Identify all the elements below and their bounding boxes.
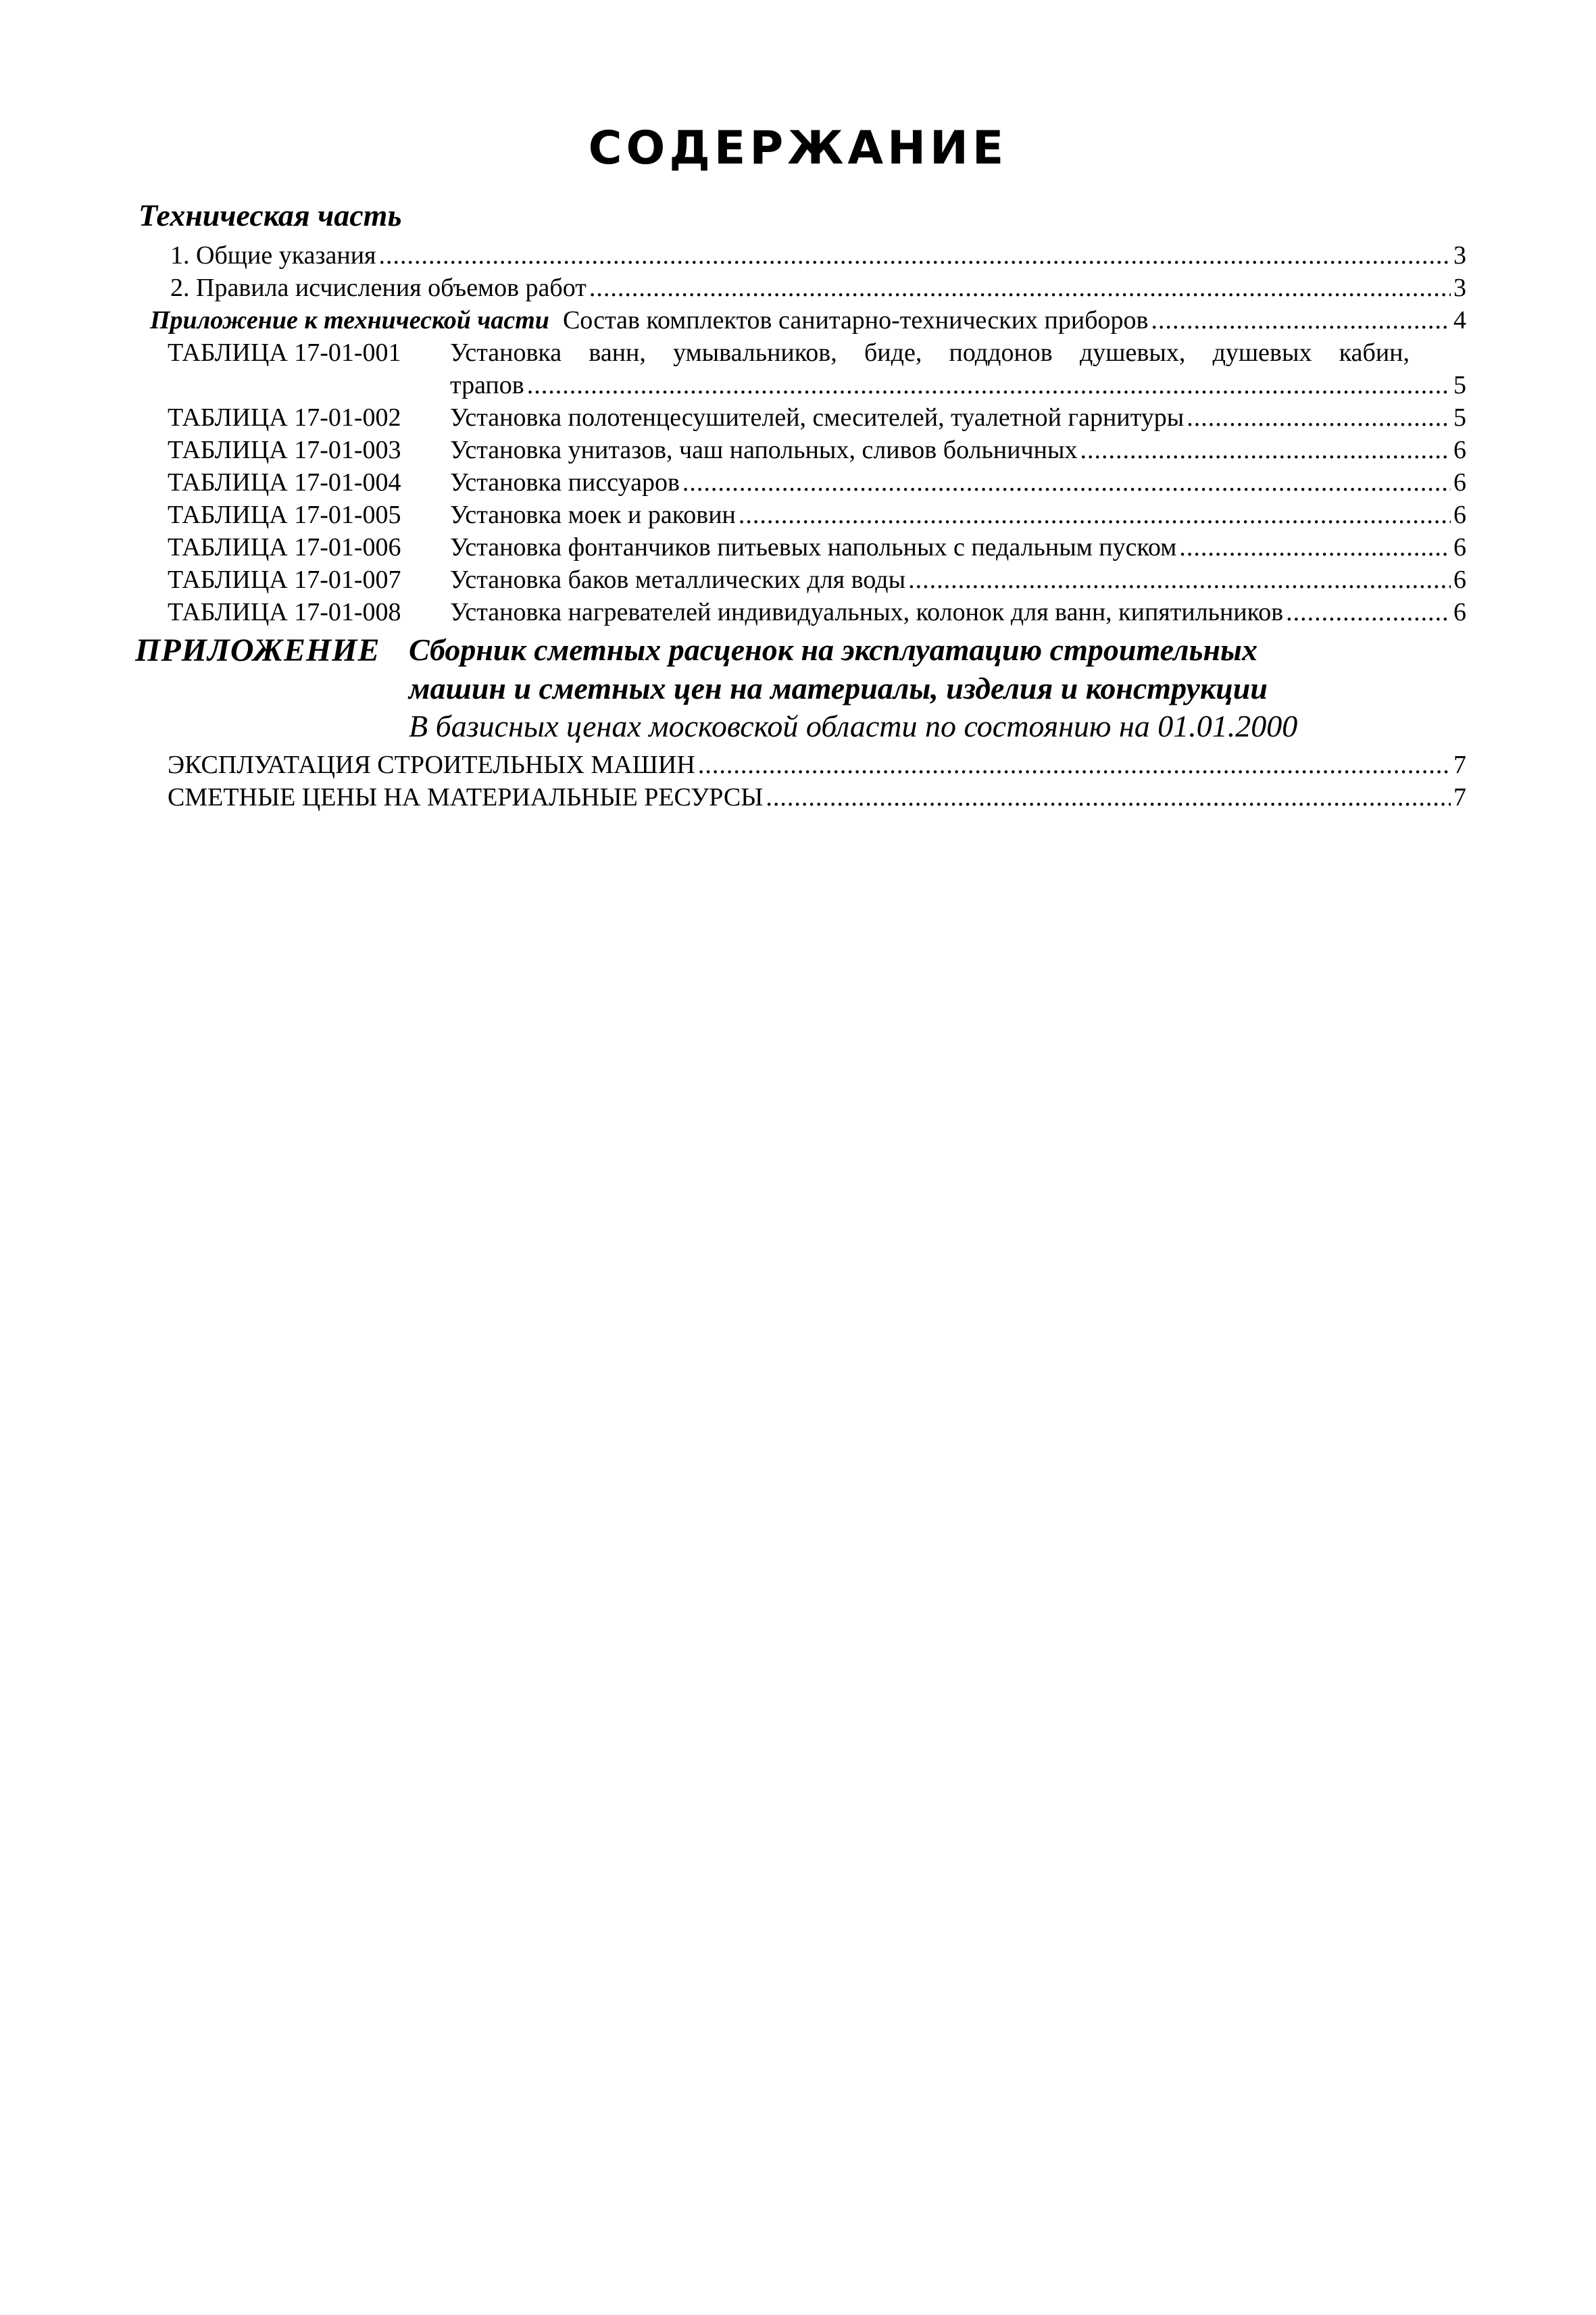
appendix-subtitle: В базисных ценах московской области по состоянию на 01.01.2000: [409, 709, 1298, 743]
technical-part-heading: Техническая часть: [139, 198, 402, 232]
leader-dots: [1187, 401, 1451, 434]
toc-entry-label: Установка полотенцесушителей, смесителей, туалетной гарнитуры: [450, 403, 1184, 432]
toc-entry-table-006[interactable]: [450, 531, 1466, 564]
toc-page-number: 3: [1453, 274, 1466, 302]
appendix-title-line1: Сборник сметных расценок на эксплуатацию строительных: [409, 632, 1257, 667]
leader-dots: [698, 749, 1451, 781]
toc-entry-label: Установка баков металлических для воды: [450, 566, 906, 594]
toc-page-number: 4: [1453, 306, 1466, 334]
table-code: ТАБЛИЦА 17-01-006: [168, 533, 401, 562]
toc-entry-tech-appendix[interactable]: [150, 304, 1466, 337]
toc-page-number: 6: [1453, 598, 1466, 626]
toc-entry-table-001-cont[interactable]: [450, 369, 1466, 401]
toc-entry-label: Установка писсуаров: [450, 468, 680, 497]
toc-entry-machines[interactable]: [168, 749, 1466, 781]
toc-entry-label: трапов: [450, 371, 524, 399]
table-code: ТАБЛИЦА 17-01-004: [168, 468, 401, 497]
toc-page-number: 3: [1453, 241, 1466, 270]
page-title: СОДЕРЖАНИЕ: [588, 122, 1008, 175]
toc-entry-label: Установка моек и раковин: [450, 501, 736, 529]
table-code: ТАБЛИЦА 17-01-007: [168, 566, 401, 594]
leader-dots: [527, 369, 1451, 401]
appendix-label: ПРИЛОЖЕНИЕ: [135, 632, 380, 668]
toc-entry-table-007[interactable]: [450, 564, 1466, 596]
toc-page-number: 5: [1453, 403, 1466, 432]
leader-dots: [682, 466, 1451, 499]
toc-page-number: 6: [1453, 501, 1466, 529]
leader-dots: [1151, 304, 1451, 337]
toc-page-number: 6: [1453, 436, 1466, 464]
toc-page-number: 7: [1453, 751, 1466, 779]
tech-appendix-lead: Приложение к технической части: [150, 306, 549, 334]
appendix-title-line2: машин и сметных цен на материалы, изделия и конструкции: [409, 671, 1268, 705]
leader-dots: [1080, 434, 1451, 466]
toc-entry-table-005[interactable]: [450, 499, 1466, 531]
table-code: ТАБЛИЦА 17-01-003: [168, 436, 401, 464]
toc-entry-label: ЭКСПЛУАТАЦИЯ СТРОИТЕЛЬНЫХ МАШИН: [168, 751, 695, 779]
leader-dots: [1179, 531, 1451, 564]
toc-page-number: 6: [1453, 533, 1466, 562]
toc-entry-label: Установка нагревателей индивидуальных, колонок для ванн, кипятильников: [450, 598, 1284, 626]
toc-page-number: 7: [1453, 783, 1466, 812]
toc-entry-general[interactable]: [170, 239, 1466, 272]
toc-entry-table-008[interactable]: [450, 596, 1466, 628]
table-code: ТАБЛИЦА 17-01-001: [168, 339, 401, 367]
table-title-line1[interactable]: Установка ванн, умывальников, биде, поддонов душевых, душевых кабин,: [450, 339, 1410, 367]
toc-entry-label: Установка унитазов, чаш напольных, сливов больничных: [450, 436, 1078, 464]
toc-entry-label: Установка фонтанчиков питьевых напольных с педальным пуском: [450, 533, 1177, 562]
toc-entry-label: 2. Правила исчисления объемов работ: [170, 274, 587, 302]
leader-dots: [766, 781, 1451, 814]
toc-entry-table-003[interactable]: [450, 434, 1466, 466]
table-code: ТАБЛИЦА 17-01-005: [168, 501, 401, 529]
table-code: ТАБЛИЦА 17-01-008: [168, 598, 401, 626]
toc-entry-table-002[interactable]: [450, 401, 1466, 434]
toc-entry-rules[interactable]: [170, 272, 1466, 304]
toc-entry-label: Состав комплектов санитарно-технических приборов: [562, 306, 1149, 334]
toc-entry-label: 1. Общие указания: [170, 241, 376, 270]
toc-page-number: 6: [1453, 566, 1466, 594]
toc-entry-table-004[interactable]: [450, 466, 1466, 499]
leader-dots: [908, 564, 1451, 596]
toc-entry-material-prices[interactable]: [168, 781, 1466, 814]
leader-dots: [379, 239, 1451, 272]
toc-entry-label: СМЕТНЫЕ ЦЕНЫ НА МАТЕРИАЛЬНЫЕ РЕСУРСЫ: [168, 783, 764, 812]
toc-page-number: 5: [1453, 371, 1466, 399]
leader-dots: [589, 272, 1451, 304]
table-code: ТАБЛИЦА 17-01-002: [168, 403, 401, 432]
leader-dots: [739, 499, 1451, 531]
toc-page-number: 6: [1453, 468, 1466, 497]
leader-dots: [1286, 596, 1451, 628]
